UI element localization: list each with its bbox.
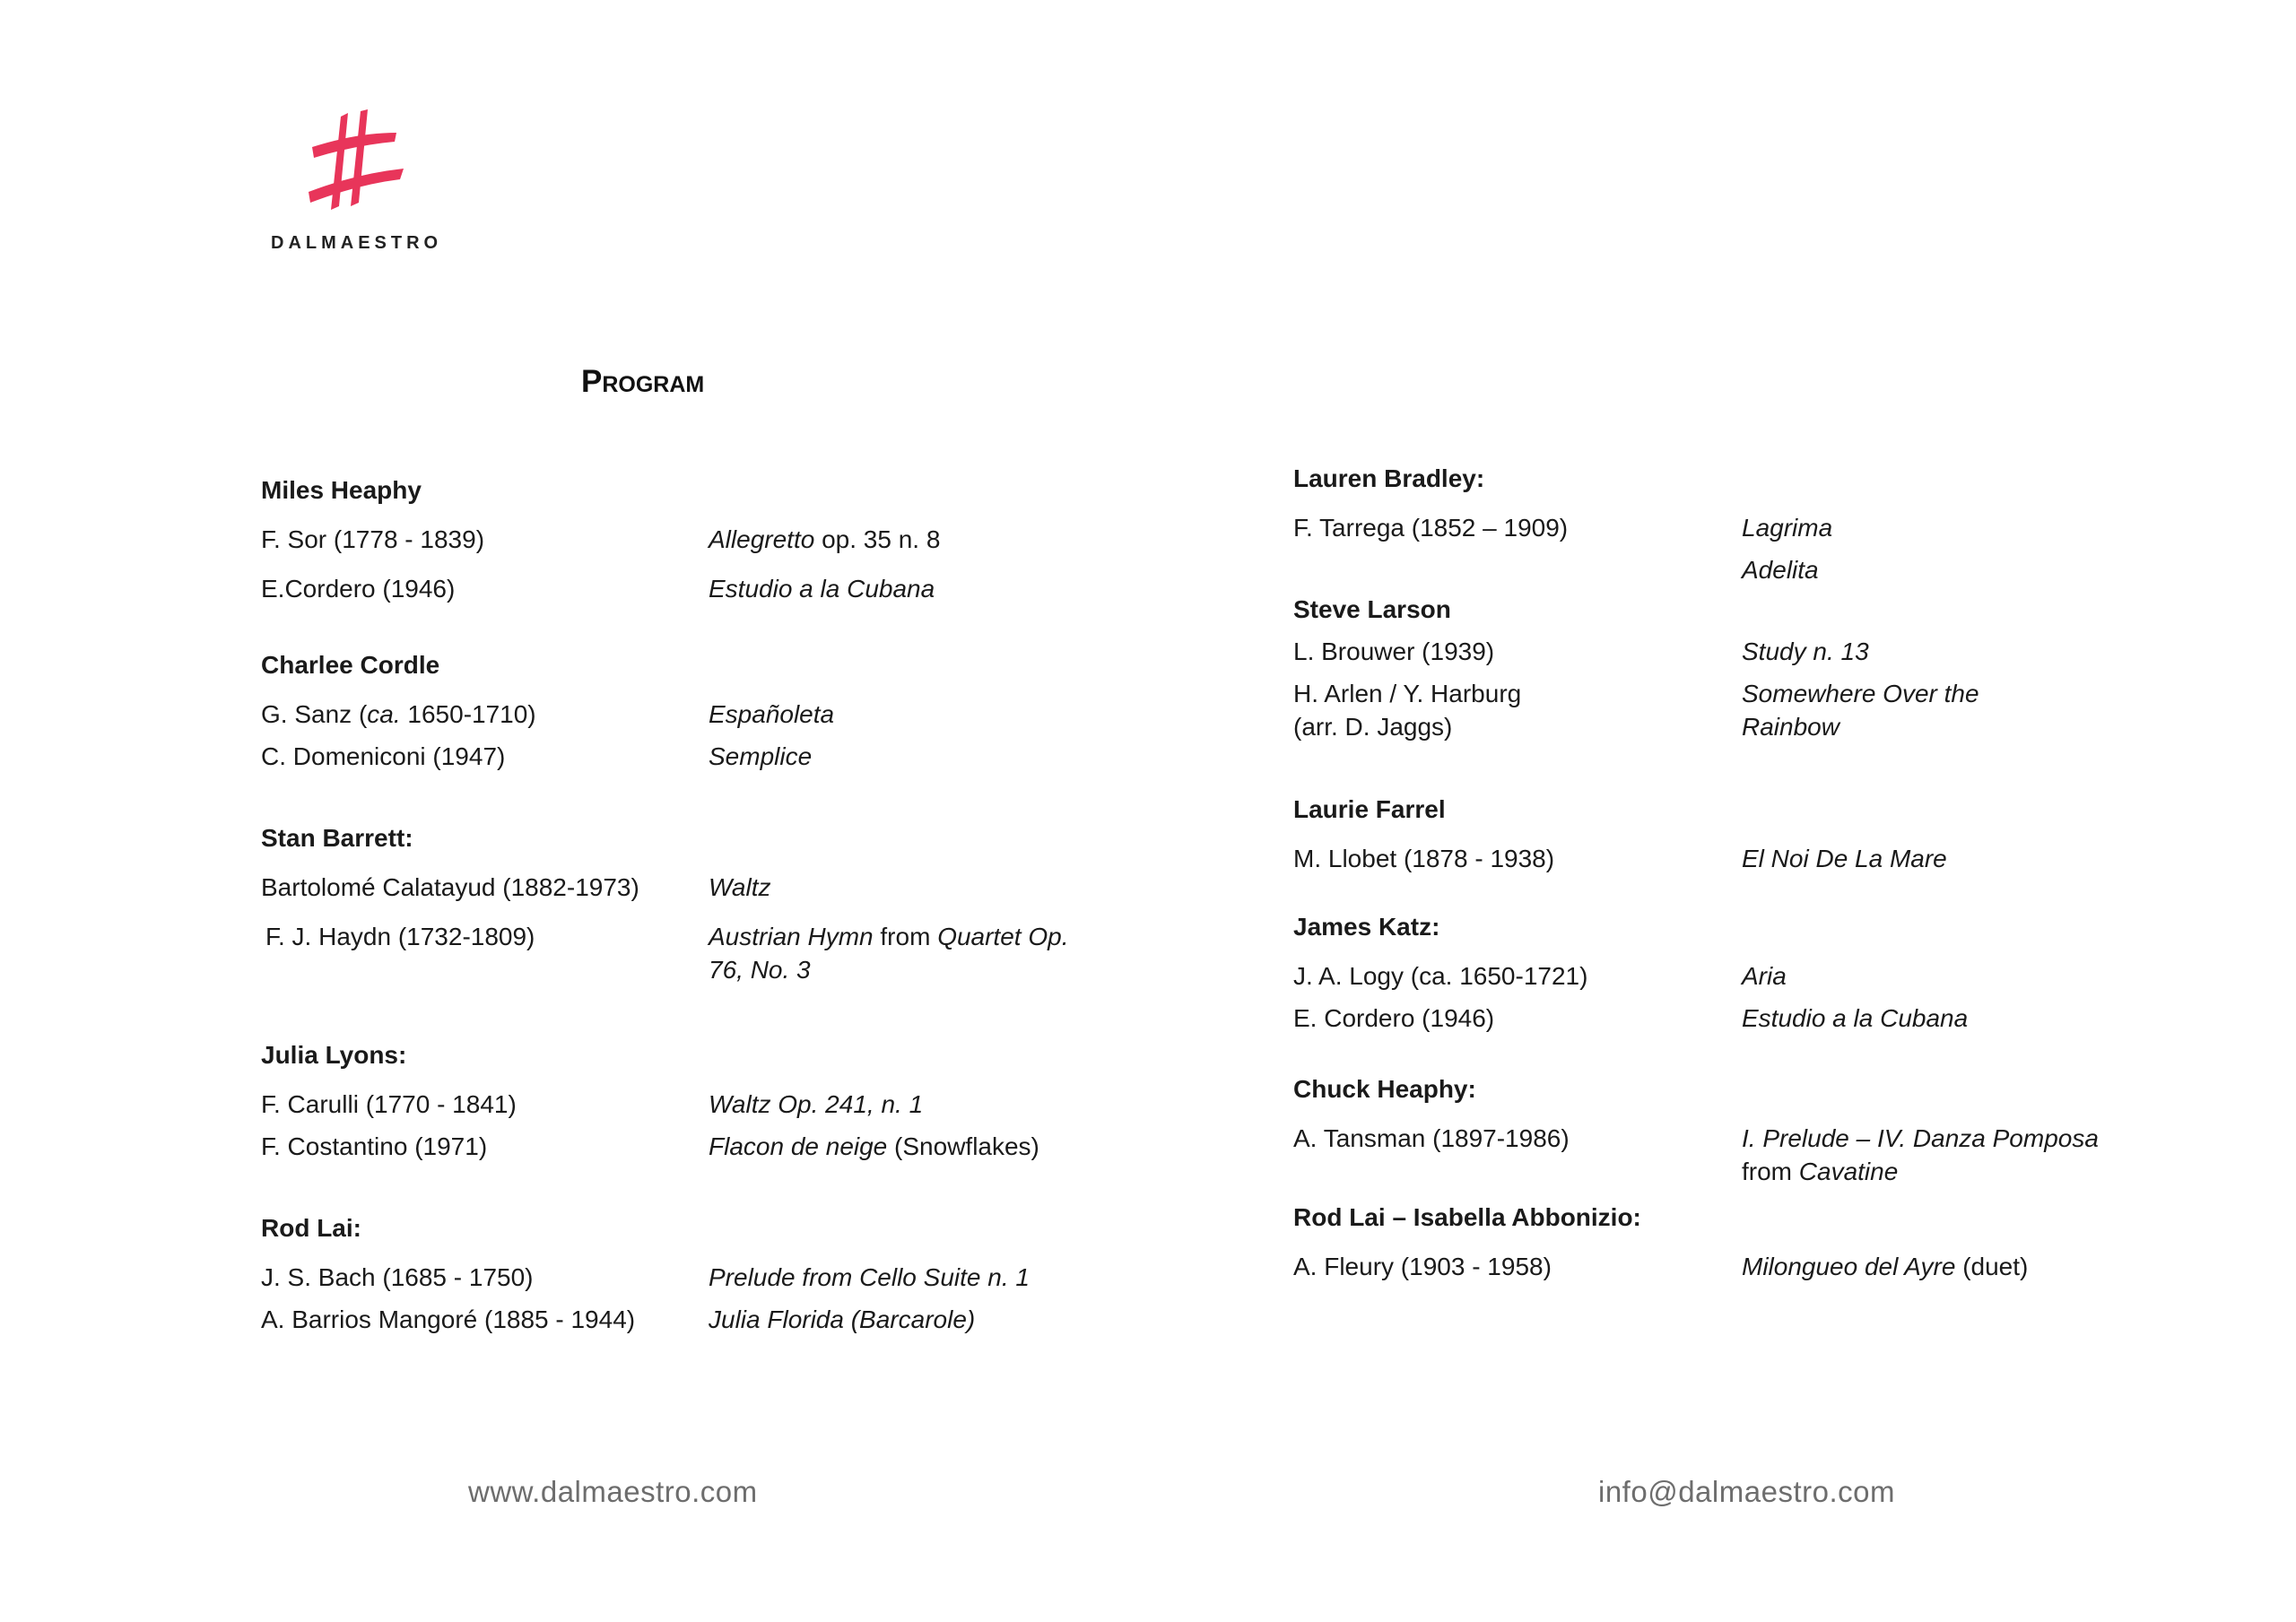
composer-continued: (arr. D. Jaggs) [1293, 713, 1453, 741]
page-title: Program [581, 364, 705, 399]
performer-name: Lauren Bradley: [1293, 464, 1485, 492]
piece: Milongueo del Ayre (duet) [1742, 1253, 2029, 1280]
composer: F. Carulli (1770 - 1841) [261, 1090, 517, 1118]
performer-name: Steve Larson [1293, 595, 1451, 623]
piece: Estudio a la Cubana [1742, 1004, 1969, 1032]
piece: Semplice [709, 742, 813, 770]
piece: Flacon de neige (Snowflakes) [709, 1132, 1039, 1160]
performer-name: Miles Heaphy [261, 476, 422, 504]
piece-continued: 76, No. 3 [709, 956, 811, 984]
piece-continued: from Cavatine [1742, 1158, 1899, 1185]
performer-name: Stan Barrett: [261, 824, 413, 852]
piece-continued: Rainbow [1742, 713, 1839, 741]
performer-name: Charlee Cordle [261, 651, 440, 679]
composer: H. Arlen / Y. Harburg [1293, 680, 1522, 707]
piece: Waltz [709, 873, 771, 901]
composer: E. Cordero (1946) [1293, 1004, 1495, 1032]
composer: A. Tansman (1897-1986) [1293, 1124, 1570, 1152]
piece: Allegretto op. 35 n. 8 [709, 525, 941, 553]
piece: Españoleta [709, 700, 835, 728]
piece: Austrian Hymn from Quartet Op. [709, 923, 1069, 950]
piece: Somewhere Over the [1742, 680, 1979, 707]
email-link[interactable]: info@dalmaestro.com [1598, 1475, 1895, 1508]
composer: Bartolomé Calatayud (1882-1973) [261, 873, 639, 901]
performer-name: Chuck Heaphy: [1293, 1075, 1476, 1103]
composer: C. Domeniconi (1947) [261, 742, 506, 770]
composer: M. Llobet (1878 - 1938) [1293, 845, 1555, 872]
piece: Adelita [1742, 556, 1819, 584]
composer: J. A. Logy (ca. 1650-1721) [1293, 962, 1588, 990]
composer: E.Cordero (1946) [261, 575, 456, 603]
piece: Prelude from Cello Suite n. 1 [709, 1263, 1030, 1291]
performer-name: James Katz: [1293, 913, 1440, 941]
piece: Waltz Op. 241, n. 1 [709, 1090, 924, 1118]
composer: F. J. Haydn (1732-1809) [265, 923, 535, 950]
composer: L. Brouwer (1939) [1293, 638, 1495, 665]
composer: J. S. Bach (1685 - 1750) [261, 1263, 534, 1291]
performer-name: Rod Lai: [261, 1214, 361, 1242]
composer: F. Tarrega (1852 – 1909) [1293, 514, 1569, 542]
dalmaestro-logo-icon [303, 106, 411, 222]
composer: F. Sor (1778 - 1839) [261, 525, 485, 553]
composer: A. Barrios Mangoré (1885 - 1944) [261, 1305, 636, 1333]
performer-name: Rod Lai – Isabella Abbonizio: [1293, 1203, 1641, 1231]
brand-name: DALMAESTRO [271, 233, 443, 253]
piece: I. Prelude – IV. Danza Pomposa [1742, 1124, 2099, 1152]
piece: Study n. 13 [1742, 638, 1869, 665]
piece: Estudio a la Cubana [709, 575, 935, 603]
composer: F. Costantino (1971) [261, 1132, 488, 1160]
piece: El Noi De La Mare [1742, 845, 1947, 872]
composer: G. Sanz (ca. 1650-1710) [261, 700, 536, 728]
performer-name: Laurie Farrel [1293, 795, 1446, 823]
piece: Lagrima [1742, 514, 1833, 542]
brand-logo [260, 106, 457, 267]
performer-name: Julia Lyons: [261, 1041, 407, 1069]
composer: A. Fleury (1903 - 1958) [1293, 1253, 1552, 1280]
website-link[interactable]: www.dalmaestro.com [468, 1475, 758, 1508]
piece: Aria [1742, 962, 1787, 990]
piece: Julia Florida (Barcarole) [709, 1305, 976, 1333]
